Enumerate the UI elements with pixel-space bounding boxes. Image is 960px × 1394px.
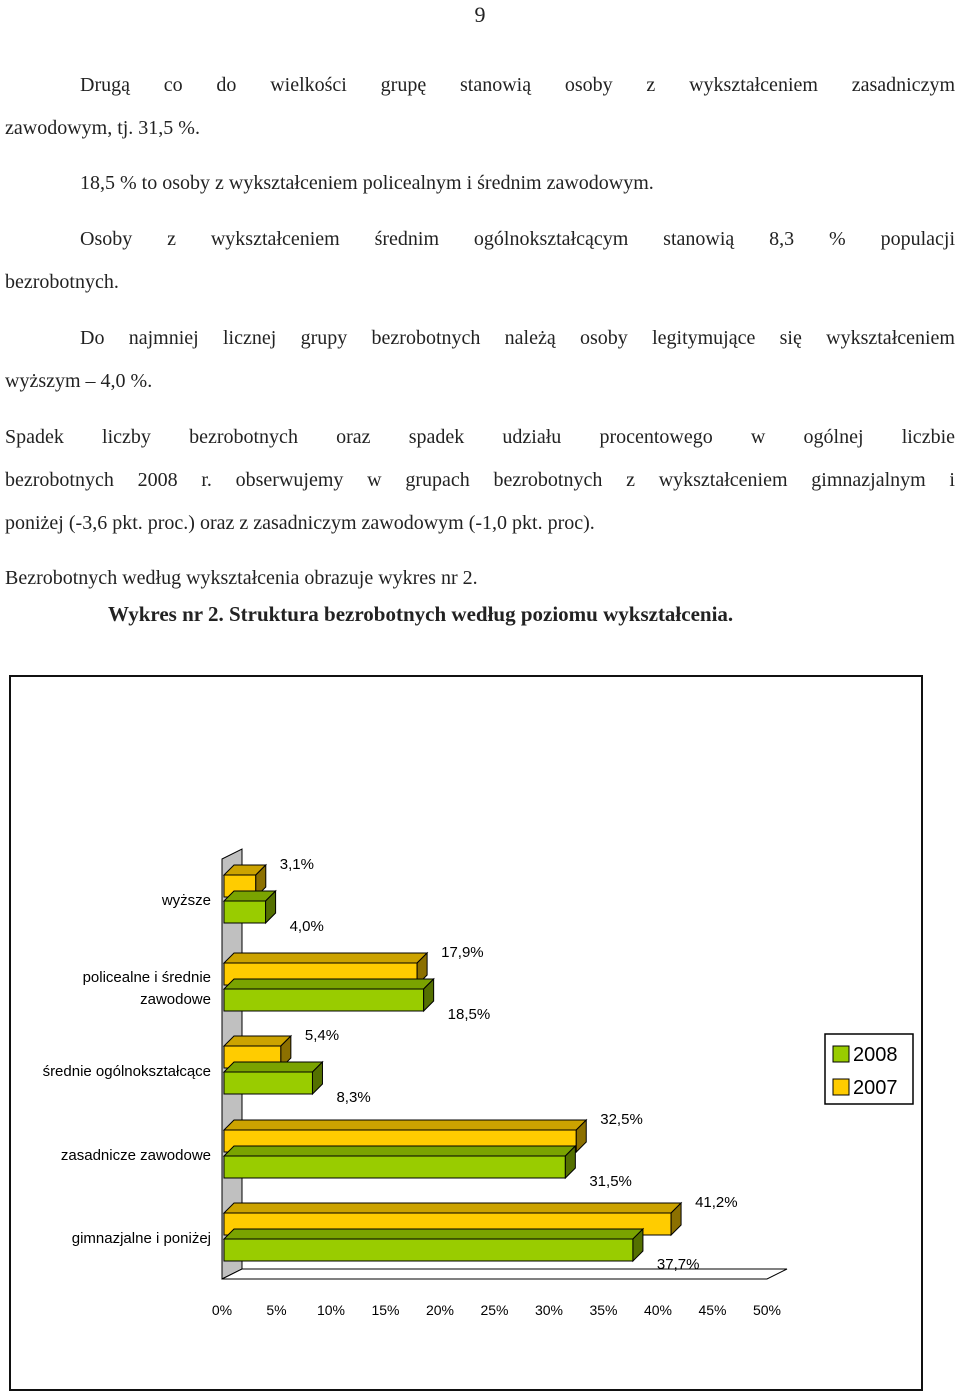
- category-label: policealne i średnie: [82, 969, 211, 986]
- bar-2007-top: [224, 953, 427, 963]
- x-tick-label: 10%: [316, 1302, 346, 1318]
- bar-chart: [11, 677, 921, 1389]
- page-number: 9: [474, 2, 486, 27]
- data-label-2008: 37,7%: [656, 1256, 700, 1273]
- bar-2007-top: [224, 1120, 586, 1130]
- bar-2008: [224, 1072, 312, 1094]
- bar-2008: [224, 1239, 633, 1261]
- x-tick-label: 15%: [371, 1302, 400, 1318]
- x-tick-label: 0%: [211, 1302, 233, 1318]
- data-label-2008: 31,5%: [589, 1173, 632, 1190]
- paragraph-5-line-1: Spadek liczby bezrobotnych oraz spadek udziału procentowego w ogólnej liczbie: [5, 426, 955, 448]
- data-label-2008: 4,0%: [289, 918, 324, 935]
- x-tick-label: 40%: [643, 1302, 673, 1318]
- paragraph-3-line-2: bezrobotnych.: [5, 271, 119, 293]
- bar-2008-top: [224, 1229, 643, 1239]
- bar-2008: [224, 1156, 565, 1178]
- data-label-2007: 32,5%: [600, 1111, 643, 1128]
- x-tick-label: 45%: [698, 1302, 727, 1318]
- x-tick-label: 35%: [589, 1302, 618, 1318]
- category-label: gimnazjalne i poniżej: [71, 1230, 211, 1247]
- category-label: zasadnicze zawodowe: [60, 1147, 211, 1164]
- chart-frame: [9, 675, 923, 1391]
- legend-label-2008: 2008: [853, 1044, 898, 1066]
- paragraph-3-line-1: Osoby z wykształceniem średnim ogólnokształcącym stanowią 8,3 % populacji: [80, 228, 955, 250]
- chart-floor: [222, 1269, 787, 1279]
- paragraph-5-line-2: bezrobotnych 2008 r. obserwujemy w grupach bezrobotnych z wykształceniem gimnazjalnym i: [5, 469, 955, 491]
- bar-2007-top: [224, 1203, 681, 1213]
- bar-2008-top: [224, 979, 434, 989]
- paragraph-5-line-3: poniżej (-3,6 pkt. proc.) oraz z zasadniczym zawodowym (-1,0 pkt. proc).: [5, 512, 595, 534]
- legend-label-2007: 2007: [853, 1077, 898, 1099]
- data-label-2007: 17,9%: [441, 944, 484, 961]
- data-label-2007: 41,2%: [695, 1194, 738, 1211]
- chart-caption: Wykres nr 2. Struktura bezrobotnych według poziomu wykształcenia.: [108, 602, 734, 626]
- category-label: średnie ogólnokształcące: [42, 1063, 211, 1080]
- x-tick-label: 5%: [266, 1302, 287, 1318]
- bar-2007-top: [224, 1036, 291, 1046]
- bar-2008-top: [224, 1146, 575, 1156]
- category-label: zawodowe: [140, 991, 211, 1008]
- x-tick-label: 25%: [480, 1302, 509, 1318]
- paragraph-6: Bezrobotnych według wykształcenia obrazuje wykres nr 2.: [5, 567, 478, 589]
- paragraph-4-line-1: Do najmniej licznej grupy bezrobotnych należą osoby legitymujące się wykształceniem: [80, 327, 955, 349]
- bar-2008: [224, 901, 266, 923]
- data-label-2007: 5,4%: [304, 1027, 340, 1044]
- data-label-2007: 3,1%: [279, 856, 314, 873]
- paragraph-2: 18,5 % to osoby z wykształceniem policealnym i średnim zawodowym.: [80, 172, 654, 194]
- data-label-2008: 18,5%: [447, 1006, 491, 1023]
- paragraph-4-line-2: wyższym – 4,0 %.: [5, 370, 153, 392]
- x-tick-label: 30%: [534, 1302, 564, 1318]
- legend-swatch-2007: [833, 1079, 849, 1095]
- data-label-2008: 8,3%: [336, 1089, 371, 1106]
- x-tick-label: 50%: [752, 1302, 782, 1318]
- legend-swatch-2008: [833, 1046, 849, 1062]
- x-tick-label: 20%: [425, 1302, 455, 1318]
- bar-2008-top: [224, 1062, 322, 1072]
- paragraph-1-line-1: Drugą co do wielkości grupę stanowią osoby z wykształceniem zasadniczym: [80, 74, 955, 96]
- bar-2008: [224, 989, 424, 1011]
- paragraph-1-line-2: zawodowym, tj. 31,5 %.: [5, 117, 200, 139]
- category-label: wyższe: [161, 892, 211, 909]
